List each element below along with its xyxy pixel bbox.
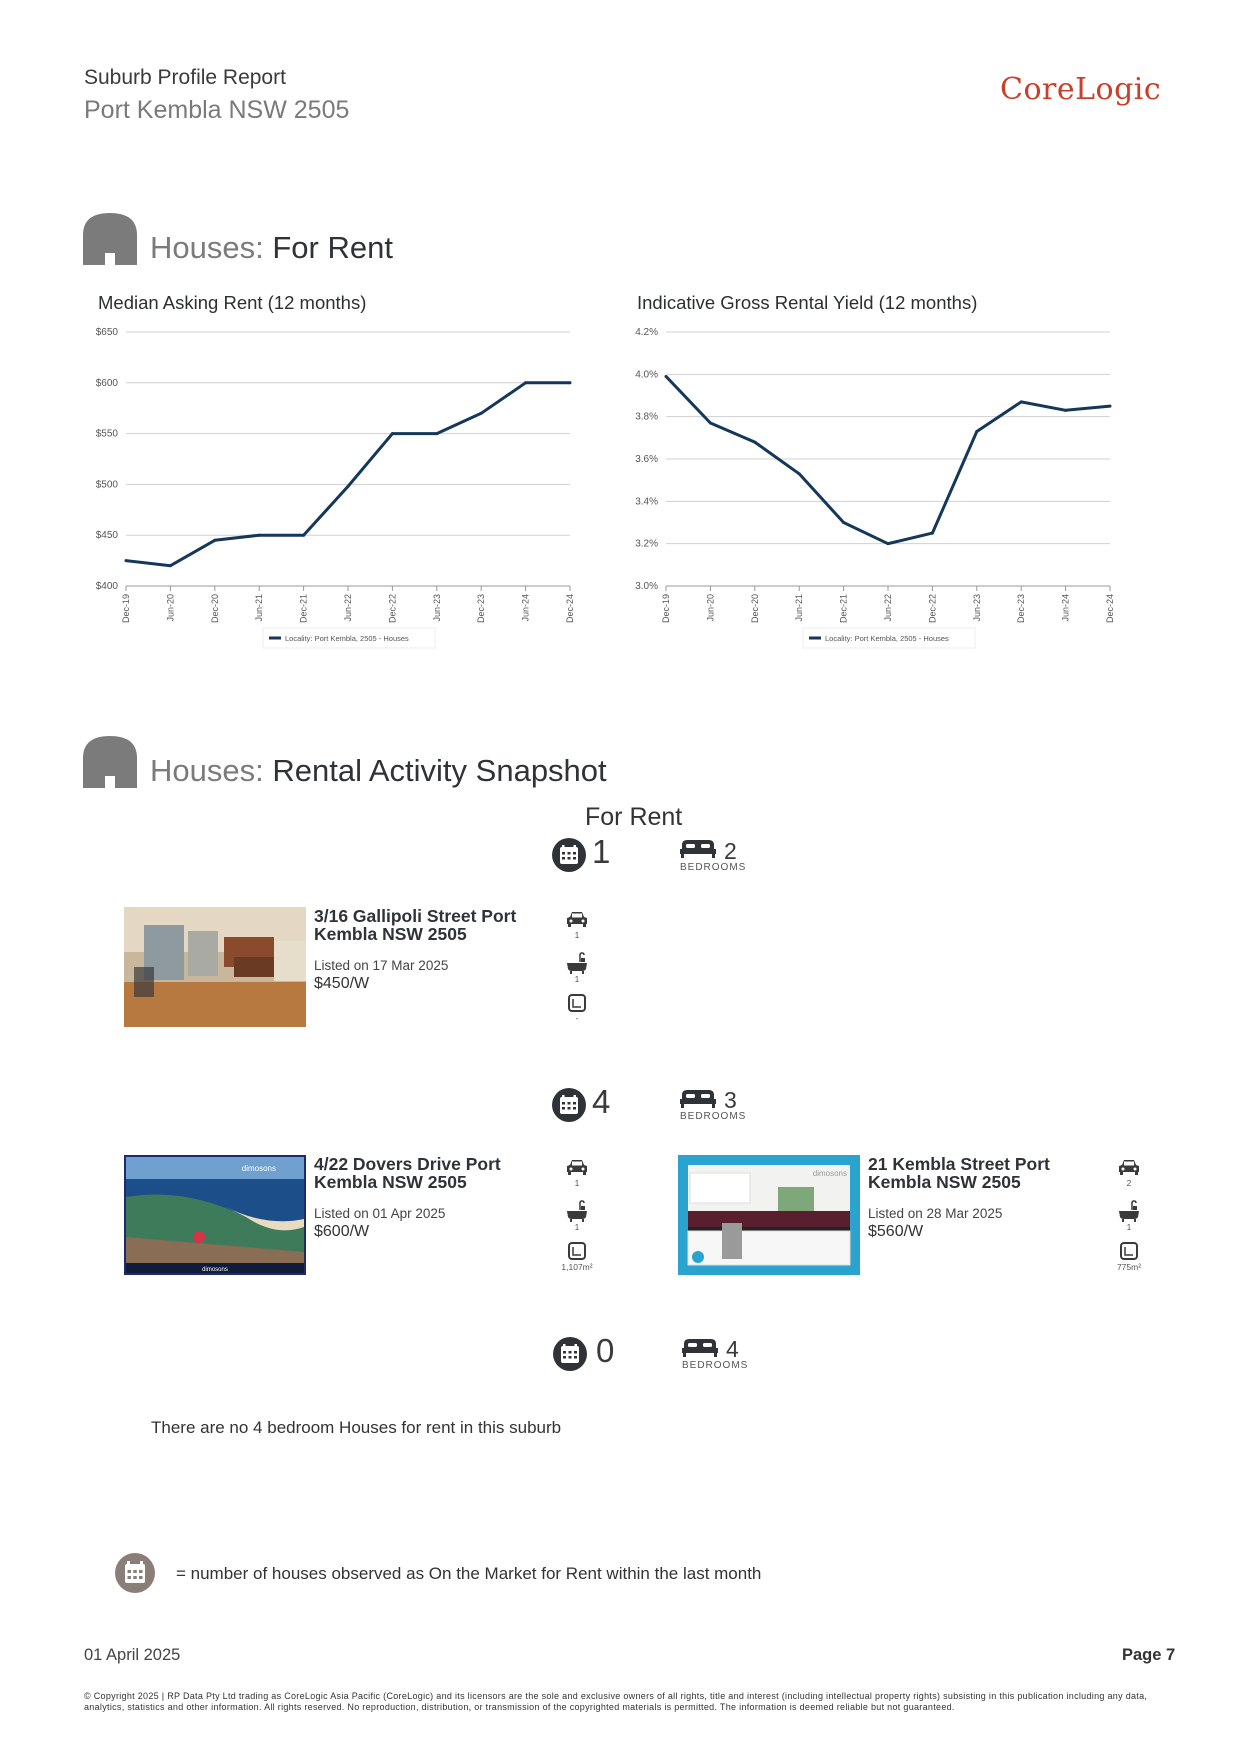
- data-point: [1020, 400, 1023, 403]
- y-tick-label: 3.8%: [635, 411, 658, 423]
- data-point: [665, 375, 668, 378]
- chart-title-median-rent: Median Asking Rent (12 months): [98, 292, 367, 313]
- section-title-snapshot: [150, 753, 607, 789]
- data-point: [931, 532, 934, 535]
- x-tick-label: Jun-22: [883, 594, 893, 622]
- interior-photo: [124, 907, 306, 1027]
- y-tick-label: 3.0%: [635, 581, 658, 592]
- data-point: [125, 559, 128, 562]
- no-listings-message: There are no 4 bedroom Houses for rent in this suburb: [151, 1418, 562, 1437]
- listing-photo[interactable]: [678, 1155, 860, 1275]
- data-point: [213, 539, 216, 542]
- page-number: Page 7: [1122, 1646, 1176, 1664]
- report-subtitle: Suburb Profile Report: [84, 66, 286, 89]
- listing-count: 4: [592, 1083, 611, 1120]
- x-tick-label: Jun-20: [165, 594, 176, 622]
- aerial-photo: [126, 1157, 304, 1273]
- bath-icon: [566, 952, 588, 974]
- bedrooms-caption: BEDROOMS: [680, 862, 747, 873]
- bedroom-count: 2: [724, 838, 737, 864]
- listing-count: 1: [592, 833, 611, 870]
- bedrooms-caption: BEDROOMS: [680, 1111, 747, 1122]
- listing-price: $600/W: [314, 1223, 370, 1240]
- y-tick-label: $450: [95, 530, 118, 542]
- x-tick-label: Dec-23: [1016, 594, 1027, 624]
- listing-address[interactable]: 4/22 Dovers Drive Port Kembla NSW 2505: [314, 1154, 501, 1192]
- data-point: [480, 412, 483, 415]
- y-tick-label: $550: [95, 428, 118, 440]
- car-count: 1: [574, 1178, 580, 1188]
- house-icon: [83, 213, 137, 265]
- x-tick-label: Dec-21: [838, 594, 849, 624]
- y-tick-label: $600: [95, 377, 118, 389]
- x-tick-label: Jun-24: [1060, 594, 1071, 622]
- data-point: [1109, 405, 1112, 408]
- series-line: [126, 383, 570, 566]
- data-point: [1064, 409, 1067, 412]
- x-tick-label: Dec-23: [476, 594, 487, 624]
- agency-watermark: dimosons: [812, 1169, 847, 1178]
- section-title-for-rent: [150, 230, 393, 266]
- data-point: [347, 485, 350, 488]
- y-tick-label: 4.0%: [635, 369, 658, 381]
- data-point: [798, 472, 801, 475]
- data-point: [302, 534, 305, 537]
- listing-date: Listed on 01 Apr 2025: [314, 1206, 446, 1221]
- agency-banner: dimosons: [202, 1267, 228, 1273]
- y-tick-label: 3.4%: [635, 496, 658, 508]
- x-tick-label: Jun-21: [794, 594, 805, 622]
- listing-address[interactable]: 3/16 Gallipoli Street Port Kembla NSW 2505: [314, 906, 517, 944]
- x-tick-label: Jun-24: [520, 594, 531, 622]
- section-prefix: Houses:: [150, 230, 264, 265]
- bath-icon: [566, 1200, 588, 1222]
- data-point: [569, 381, 572, 384]
- x-tick-label: Dec-19: [661, 594, 671, 624]
- data-point: [753, 441, 756, 444]
- car-icon: [566, 1159, 588, 1175]
- listing-date: Listed on 28 Mar 2025: [868, 1206, 1003, 1221]
- bath-count: 1: [1126, 1222, 1132, 1232]
- kitchen-photo: [682, 1159, 856, 1271]
- listing-photo[interactable]: [124, 1155, 306, 1275]
- bed-icon: [680, 1088, 716, 1108]
- land-size-icon: [568, 994, 586, 1012]
- x-tick-label: Dec-21: [298, 594, 309, 624]
- bed-icon: [680, 838, 716, 858]
- car-count: 1: [574, 930, 580, 940]
- bath-count: 1: [574, 974, 580, 984]
- y-tick-label: $400: [95, 581, 118, 592]
- x-tick-label: Jun-23: [971, 594, 982, 622]
- bedroom-count: 3: [724, 1087, 737, 1113]
- data-point: [887, 542, 890, 545]
- data-point: [391, 432, 394, 435]
- for-rent-heading: For Rent: [585, 803, 683, 831]
- listing-photo[interactable]: [124, 907, 306, 1027]
- data-point: [258, 534, 261, 537]
- y-tick-label: $500: [95, 479, 118, 491]
- y-tick-label: $650: [95, 327, 118, 338]
- x-tick-label: Jun-22: [343, 594, 353, 622]
- car-icon: [1118, 1159, 1140, 1175]
- median-rent-chart: [80, 320, 600, 665]
- x-tick-label: Dec-22: [927, 594, 938, 624]
- agency-watermark: dimosons: [241, 1164, 276, 1173]
- calendar-icon: [115, 1553, 155, 1593]
- x-tick-label: Dec-19: [121, 594, 131, 624]
- x-tick-label: Dec-22: [387, 594, 398, 624]
- calendar-icon: [552, 838, 586, 872]
- listing-price: $450/W: [314, 975, 370, 992]
- x-tick-label: Jun-23: [431, 594, 442, 622]
- legend-label: Locality: Port Kembla, 2505 - Houses: [825, 634, 949, 643]
- section-main-title: Rental Activity Snapshot: [272, 753, 607, 788]
- car-count: 2: [1126, 1178, 1132, 1188]
- suburb-title: Port Kembla NSW 2505: [84, 96, 350, 124]
- rental-yield-chart: [620, 320, 1140, 665]
- x-tick-label: Jun-20: [705, 594, 716, 622]
- y-tick-label: 4.2%: [635, 327, 658, 338]
- series-line: [666, 376, 1110, 543]
- land-size: -: [575, 1013, 579, 1023]
- car-icon: [566, 911, 588, 927]
- bath-icon: [1118, 1200, 1140, 1222]
- x-tick-label: Jun-21: [254, 594, 265, 622]
- listing-address[interactable]: 21 Kembla Street Port Kembla NSW 2505: [868, 1154, 1050, 1192]
- copyright-notice: © Copyright 2025 | RP Data Pty Ltd trading as CoreLogic Asia Pacific (CoreLogic) and its licensors are the sole and exclusive owners of all rights, title and interest (including intellectual property rights) subsisting in this publication including any data, analytics, statistics and other information. All rights reserved. No reproduction, distribution, or transmission of the copyrighted materials is permitted. The information is deemed reliable but not guaranteed.: [84, 1691, 1148, 1712]
- calendar-icon: [552, 1088, 586, 1122]
- bedroom-count: 4: [726, 1336, 739, 1362]
- data-point: [169, 564, 172, 567]
- data-point: [842, 521, 845, 524]
- listing-price: $560/W: [868, 1223, 924, 1240]
- section-main-title: For Rent: [272, 230, 393, 265]
- data-point: [709, 422, 712, 425]
- land-size-icon: [568, 1242, 586, 1260]
- x-tick-label: Dec-24: [1105, 594, 1115, 624]
- chart-title-rental-yield: Indicative Gross Rental Yield (12 months): [637, 292, 978, 313]
- land-size: 1,107m²: [561, 1262, 593, 1272]
- data-point: [524, 381, 527, 384]
- x-tick-label: Dec-20: [209, 594, 220, 624]
- house-icon: [83, 736, 137, 788]
- listing-date: Listed on 17 Mar 2025: [314, 958, 449, 973]
- report-date: 01 April 2025: [84, 1646, 181, 1664]
- x-tick-label: Dec-20: [749, 594, 760, 624]
- data-point: [435, 432, 438, 435]
- data-point: [975, 430, 978, 433]
- calendar-icon: [553, 1337, 587, 1371]
- legend-note: = number of houses observed as On the Market for Rent within the last month: [176, 1564, 762, 1583]
- corelogic-logo: CoreLogic: [1000, 72, 1162, 107]
- bedrooms-caption: BEDROOMS: [682, 1360, 749, 1371]
- land-size-icon: [1120, 1242, 1138, 1260]
- legend-label: Locality: Port Kembla, 2505 - Houses: [285, 634, 409, 643]
- listing-count: 0: [596, 1332, 615, 1369]
- section-prefix: Houses:: [150, 753, 264, 788]
- x-tick-label: Dec-24: [565, 594, 575, 624]
- y-tick-label: 3.2%: [635, 538, 658, 550]
- bath-count: 1: [574, 1222, 580, 1232]
- y-tick-label: 3.6%: [635, 454, 658, 465]
- bed-icon: [682, 1337, 718, 1357]
- land-size: 775m²: [1116, 1262, 1142, 1272]
